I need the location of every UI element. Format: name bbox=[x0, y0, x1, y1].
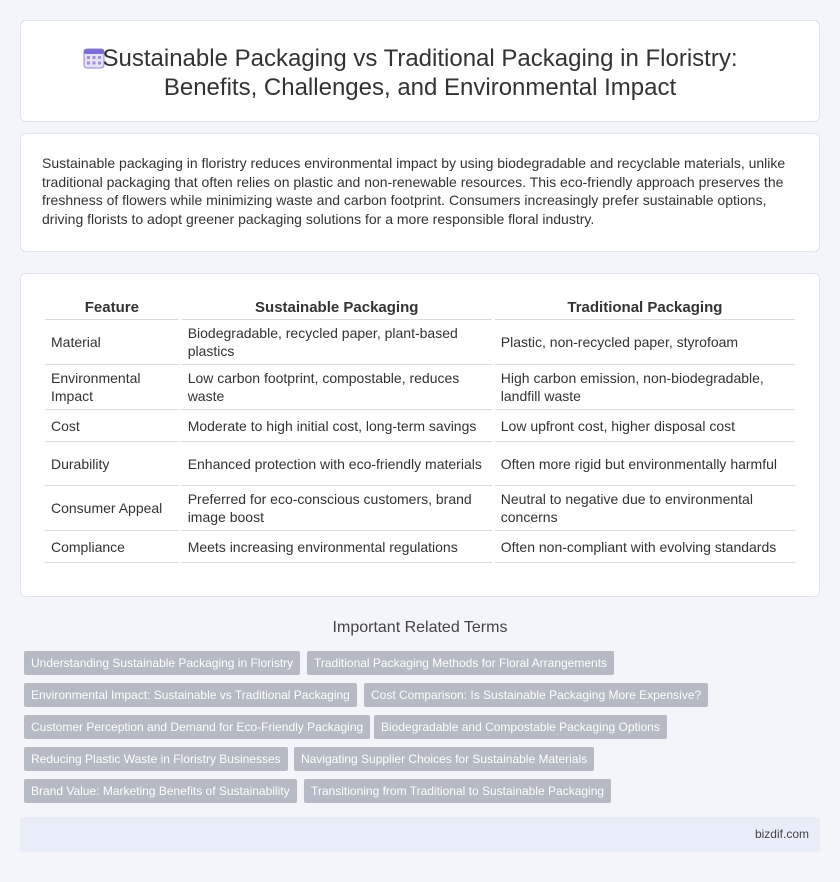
table-cell: Moderate to high initial cost, long-term savings bbox=[182, 410, 492, 442]
comparison-table bbox=[42, 298, 798, 563]
related-term-tag[interactable]: Brand Value: Marketing Benefits of Sustainability bbox=[24, 779, 297, 803]
header-card bbox=[20, 20, 820, 122]
table-row bbox=[45, 320, 795, 365]
related-term-tag[interactable]: Navigating Supplier Choices for Sustainable Materials bbox=[294, 747, 594, 771]
related-term-tag[interactable]: Cost Comparison: Is Sustainable Packaging More Expensive? bbox=[364, 683, 708, 707]
table-cell: Plastic, non-recycled paper, styrofoam bbox=[495, 320, 795, 365]
column-header: Traditional Packaging bbox=[495, 298, 795, 320]
table-row bbox=[45, 365, 795, 410]
table-row bbox=[45, 410, 795, 442]
related-term-tag[interactable]: Understanding Sustainable Packaging in Floristry bbox=[24, 651, 300, 675]
footer bbox=[20, 817, 820, 852]
table-cell: Enhanced protection with eco-friendly materials bbox=[182, 442, 492, 486]
related-term-tag[interactable]: Customer Perception and Demand for Eco-Friendly Packaging bbox=[24, 715, 370, 739]
related-terms-title: Important Related Terms bbox=[332, 619, 508, 636]
related-term-tag[interactable]: Transitioning from Traditional to Sustainable Packaging bbox=[304, 779, 611, 803]
table-cell: Environmental Impact bbox=[45, 365, 179, 410]
table-cell: Neutral to negative due to environmental concerns bbox=[495, 486, 795, 531]
related-term-tag[interactable]: Reducing Plastic Waste in Floristry Businesses bbox=[24, 747, 288, 771]
related-term-tag[interactable]: Environmental Impact: Sustainable vs Traditional Packaging bbox=[24, 683, 357, 707]
related-term-tag[interactable]: Traditional Packaging Methods for Floral Arrangements bbox=[307, 651, 614, 675]
intro-paragraph: Sustainable packaging in floristry reduces environmental impact by using biodegradable and recyclable materials, unlike traditional packaging that often relies on plastic and non-renewable resources. This eco-friendly approach preserves the freshness of flowers while minimizing waste and carbon footprint. Consumers increasingly prefer sustainable options, driving florists to adopt greener packaging solutions for a more responsible floral industry. bbox=[42, 155, 786, 227]
page-title-line-2: Benefits, Challenges, and Environmental Impact bbox=[163, 74, 677, 101]
table-row bbox=[45, 486, 795, 531]
comparison-table-card bbox=[20, 273, 820, 597]
column-header: Sustainable Packaging bbox=[182, 298, 492, 320]
table-cell: High carbon emission, non-biodegradable, landfill waste bbox=[495, 365, 795, 410]
table-cell: Durability bbox=[45, 442, 179, 486]
page-title bbox=[21, 44, 819, 102]
table-row bbox=[45, 442, 795, 486]
table-cell: Compliance bbox=[45, 531, 179, 563]
related-term-tag[interactable]: Biodegradable and Compostable Packaging Options bbox=[374, 715, 667, 739]
table-cell: Often non-compliant with evolving standards bbox=[495, 531, 795, 563]
table-cell: Biodegradable, recycled paper, plant-based plastics bbox=[182, 320, 492, 365]
footer-site-link[interactable]: bizdif.com bbox=[754, 827, 809, 841]
table-cell: Consumer Appeal bbox=[45, 486, 179, 531]
table-cell: Preferred for eco-conscious customers, brand image boost bbox=[182, 486, 492, 531]
column-header: Feature bbox=[45, 298, 179, 320]
intro-card bbox=[20, 133, 820, 252]
table-cell: Meets increasing environmental regulations bbox=[182, 531, 492, 563]
page-title-line-1: Sustainable Packaging vs Traditional Packaging in Floristry: bbox=[102, 45, 738, 72]
table-cell: Often more rigid but environmentally harmful bbox=[495, 442, 795, 486]
table-header-row bbox=[45, 298, 795, 320]
table-cell: Low carbon footprint, compostable, reduces waste bbox=[182, 365, 492, 410]
table-cell: Material bbox=[45, 320, 179, 365]
table-row bbox=[45, 531, 795, 563]
table-cell: Low upfront cost, higher disposal cost bbox=[495, 410, 795, 442]
table-cell: Cost bbox=[45, 410, 179, 442]
